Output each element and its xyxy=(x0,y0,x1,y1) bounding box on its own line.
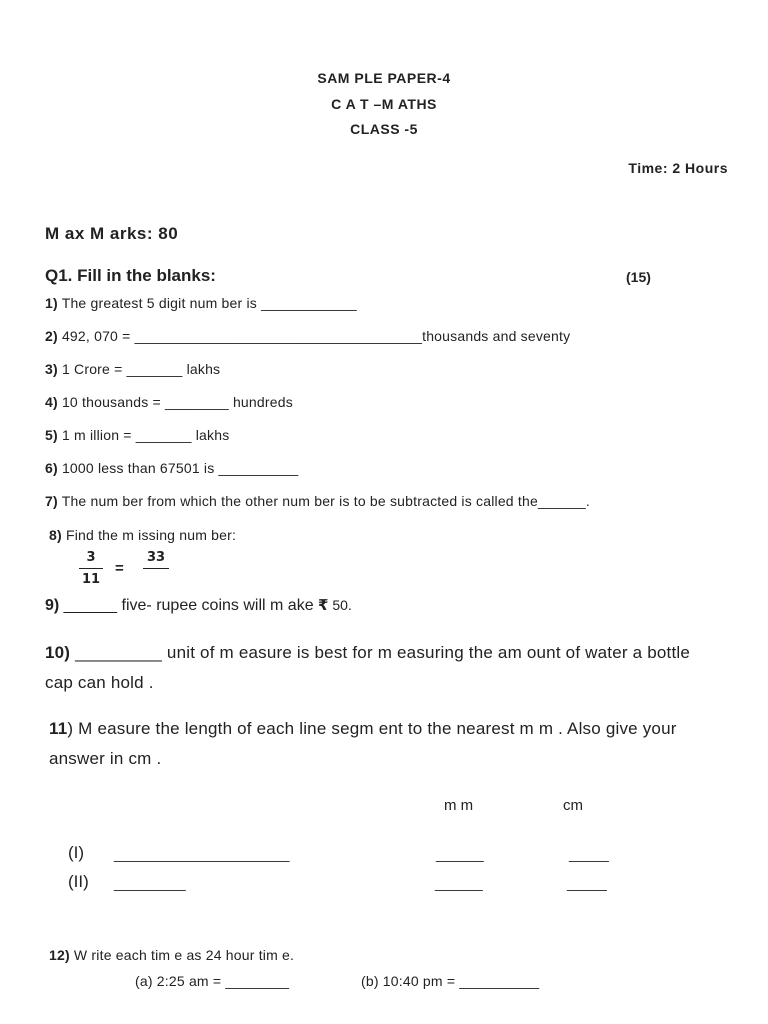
question-number: 6) xyxy=(45,460,58,476)
column-header-cm: cm xyxy=(563,797,583,814)
question-1 xyxy=(45,295,357,311)
question-text: 10 thousands = ________ hundreds xyxy=(57,394,293,410)
line-segment-i: ______________________ xyxy=(114,846,290,862)
paper-title: SAM PLE PAPER-4 xyxy=(317,70,451,86)
question-text: 1 Crore = _______ lakhs xyxy=(57,361,221,377)
question-text: ) M easure the length of each line segm ent to the nearest m m . Also give your xyxy=(67,719,677,738)
question-number: 8) xyxy=(49,527,62,543)
rupee-icon: ₹ xyxy=(318,596,329,614)
column-header-mm: m m xyxy=(444,797,474,814)
question-number: 2) xyxy=(45,328,58,344)
question-9 xyxy=(45,596,352,615)
amount-text: 50. xyxy=(328,597,352,613)
question-number: 12) xyxy=(49,947,70,963)
fraction-left xyxy=(79,550,103,587)
question-text: W rite each tim e as 24 hour tim e. xyxy=(69,947,295,963)
question-number: 10) xyxy=(45,643,71,662)
question-12b: (b) 10:40 pm = __________ xyxy=(361,973,540,989)
q1-marks: (15) xyxy=(626,269,651,285)
question-3 xyxy=(45,361,220,377)
question-4 xyxy=(45,394,293,410)
question-11-line2: answer in cm . xyxy=(49,749,162,768)
question-text: ______ five- rupee coins will m ake xyxy=(59,597,319,614)
row-label-i: (I) xyxy=(68,843,85,862)
paper-class: CLASS -5 xyxy=(350,121,418,137)
question-12a: (a) 2:25 am = ________ xyxy=(135,973,290,989)
question-number: 1) xyxy=(45,295,58,311)
question-10-line2: cap can hold . xyxy=(45,673,154,692)
question-number: 3) xyxy=(45,361,58,377)
answer-mm-i: ______ xyxy=(436,846,484,862)
equals-sign: = xyxy=(115,560,124,577)
max-marks: M ax M arks: 80 xyxy=(45,224,179,243)
fraction-bar xyxy=(143,568,169,569)
question-text: 492, 070 = ____________________________________thousands and seventy xyxy=(57,328,571,344)
fraction-denominator: 11 xyxy=(81,572,101,587)
question-text: The greatest 5 digit num ber is ____________ xyxy=(57,295,357,311)
question-2 xyxy=(45,328,570,344)
fraction-bar xyxy=(79,568,103,569)
question-text: _________ unit of m easure is best for m easuring the am ount of water a bottle xyxy=(70,643,691,662)
question-6 xyxy=(45,460,298,476)
question-10 xyxy=(45,643,690,663)
question-number: 5) xyxy=(45,427,58,443)
answer-cm-ii: _____ xyxy=(567,875,607,891)
answer-cm-i: _____ xyxy=(569,846,609,862)
question-number: 4) xyxy=(45,394,58,410)
question-12 xyxy=(49,947,294,963)
answer-mm-ii: ______ xyxy=(435,875,483,891)
question-11 xyxy=(49,719,677,739)
fraction-right xyxy=(143,550,169,572)
question-number: 11 xyxy=(49,719,68,738)
question-number: 7) xyxy=(45,493,58,509)
fraction-numerator: 33 xyxy=(146,550,166,565)
question-text: 1000 less than 67501 is __________ xyxy=(57,460,299,476)
question-number: 9) xyxy=(45,597,60,614)
q1-title: Q1. Fill in the blanks: xyxy=(45,266,216,285)
line-segment-ii: _________ xyxy=(114,875,186,891)
question-7 xyxy=(45,493,590,509)
question-text: The num ber from which the other num ber is to be subtracted is called the______. xyxy=(57,493,590,509)
question-text: Find the m issing num ber: xyxy=(61,527,237,543)
question-text: 1 m illion = _______ lakhs xyxy=(57,427,230,443)
question-8 xyxy=(49,527,236,543)
row-label-ii: (II) xyxy=(68,872,89,891)
fraction-numerator: 3 xyxy=(86,550,96,565)
time-allowed: Time: 2 Hours xyxy=(628,160,728,176)
question-5 xyxy=(45,427,229,443)
paper-subject: C A T –M ATHS xyxy=(331,96,437,112)
